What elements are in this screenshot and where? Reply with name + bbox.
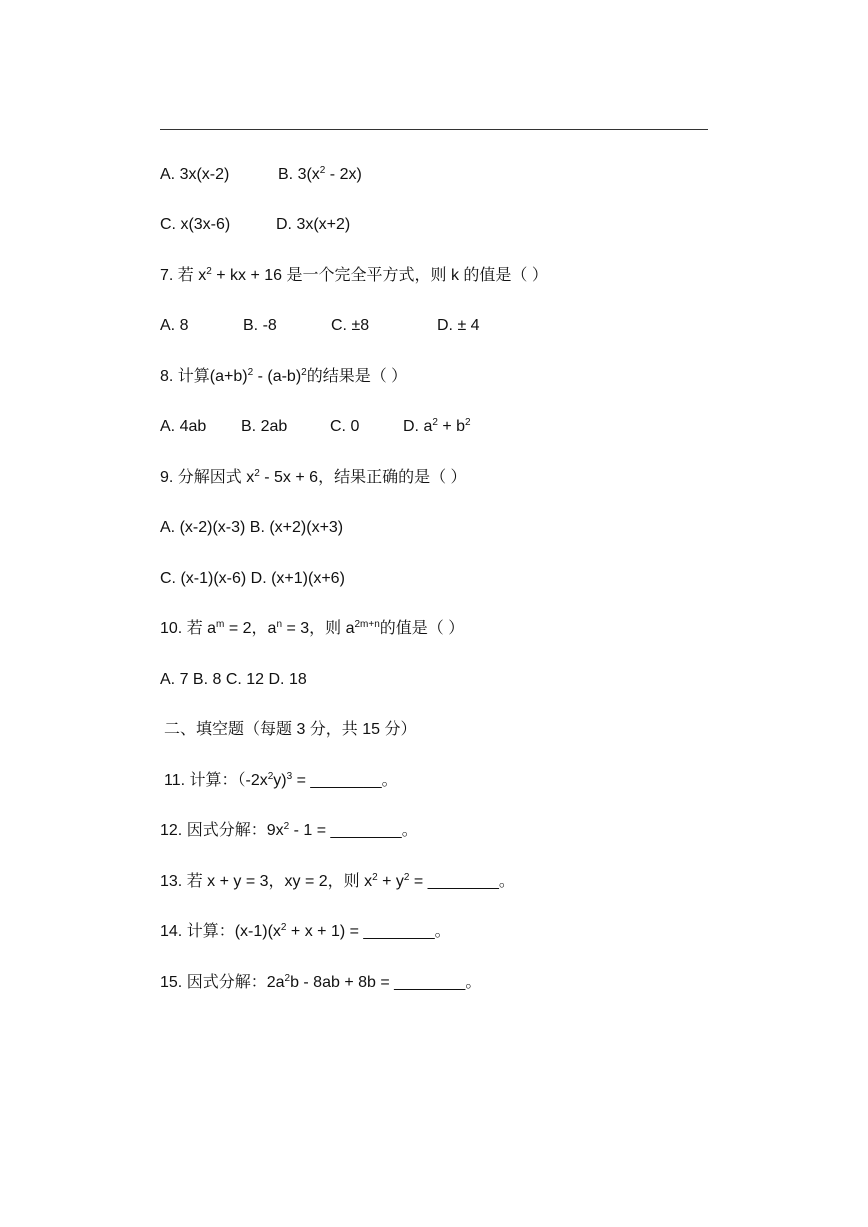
q8-option-c: C. 0: [330, 418, 360, 435]
q6-option-c: C. x(3x-6): [160, 216, 231, 233]
question-7: 7. 若 $x^2$ + kx + 16 是一个完全平方式，则 k 的值是（ ）: [160, 266, 548, 284]
q8-option-d: D. $a^2 + b^2$: [403, 417, 471, 435]
q7-option-a: A. 8: [160, 317, 189, 334]
q9-options-row-2: C. (x-1)(x-6) D. (x+1)(x+6): [160, 570, 345, 587]
q6-option-b: B. $3(x^2 - 2x)$: [278, 165, 362, 183]
q9-options-row-1: A. (x-2)(x-3) B. (x+2)(x+3): [160, 519, 344, 536]
question-13: 13. 若 x + y = 3，xy = 2，则 $x^2 + y^2$ = ________。: [160, 872, 515, 890]
q7-option-c: C. ±8: [331, 317, 370, 334]
section-2-title: 二、填空题（每题 3 分，共 15 分）: [164, 721, 417, 738]
header-rule: [160, 129, 708, 130]
q6-option-a: A. 3x(x-2): [160, 166, 230, 183]
question-12: 12. 因式分解：$9x^2 - 1$ = ________。: [160, 821, 418, 839]
q8-option-b: B. 2ab: [241, 418, 288, 435]
q7-option-b: B. -8: [243, 317, 277, 334]
question-8: 8. 计算$(a+b)^2 - (a-b)^2$的结果是（ ）: [160, 367, 408, 385]
q8-option-a: A. 4ab: [160, 418, 207, 435]
question-14: 14. 计算：$(x-1)(x^2 + x + 1)$ = ________。: [160, 922, 451, 940]
question-15: 15. 因式分解：$2a^2b - 8ab + 8b$ = ________。: [160, 973, 482, 991]
question-10: 10. 若 $a^m = 2$，$a^n = 3$，则 $a^{2m+n}$的值是（ ）: [160, 619, 465, 637]
question-11: 11. 计算：$(-2x^2y)^3$ = ________。: [164, 771, 398, 789]
q6-option-d: D. 3x(x+2): [276, 216, 351, 233]
question-9: 9. 分解因式 $x^2 - 5x + 6$，结果正确的是（ ）: [160, 468, 467, 486]
q7-option-d: D. ± 4: [437, 317, 480, 334]
q10-options: A. 7 B. 8 C. 12 D. 18: [160, 671, 307, 688]
